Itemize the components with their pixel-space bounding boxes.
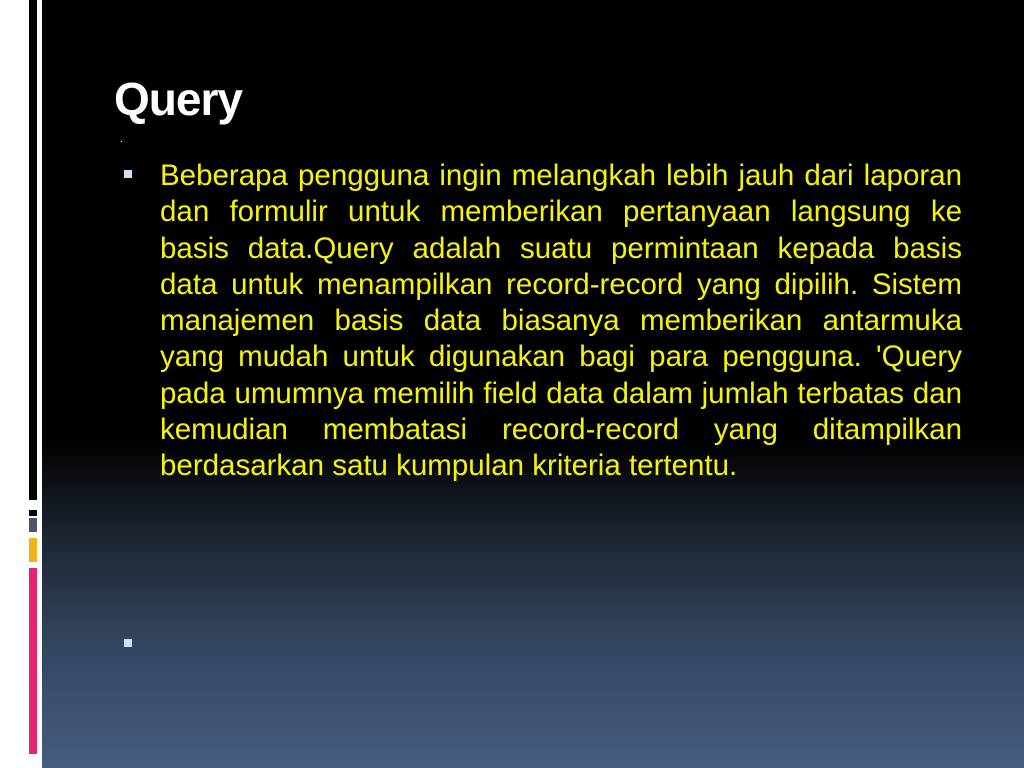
decor-bar-gray	[29, 518, 37, 532]
bullet-list	[120, 158, 962, 485]
slide-title: Query	[114, 73, 242, 125]
square-bullet-icon	[124, 639, 132, 647]
decor-bar-pink	[29, 568, 37, 754]
subtitle-dot: .	[120, 134, 123, 145]
decor-bar-black	[29, 0, 37, 500]
list-item	[120, 158, 962, 485]
left-decorative-strip	[0, 0, 42, 768]
decor-bar-black-small	[29, 510, 37, 516]
square-bullet-icon	[124, 170, 132, 178]
decor-bar-yellow	[29, 538, 37, 562]
bullet-text: Beberapa pengguna ingin melangkah lebih jauh dari laporan dan formulir untuk memberikan pertanyaan langsung ke basis data.Query adalah suatu permintaan kepada basis data untuk menampilkan record-record yang dipilih. Sistem manajemen basis data biasanya memberikan antarmuka yang mudah untuk digunakan bagi para pengguna. 'Query pada umumnya memilih field data dalam jumlah terbatas dan kemudian membatasi record-record yang ditampilkan berdasarkan satu kumpulan kriteria tertentu.	[160, 159, 962, 483]
